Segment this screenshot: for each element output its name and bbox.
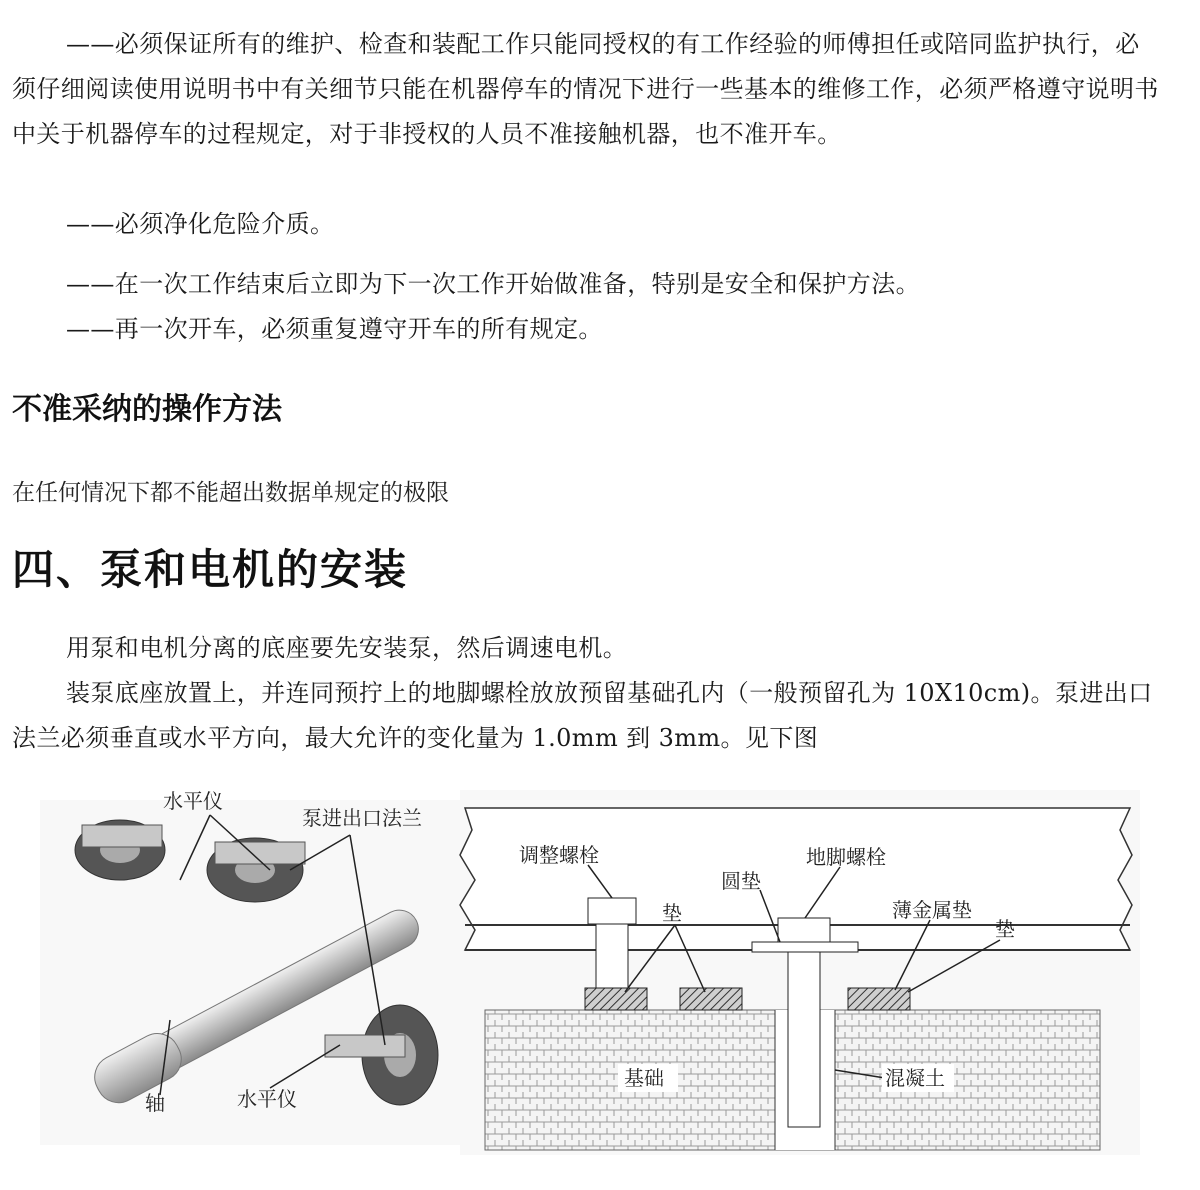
installation-figure-svg: [40, 780, 1140, 1160]
label-level-top: 水平仪: [163, 789, 223, 813]
shim-2: [680, 988, 742, 1010]
install-para-2: 装泵底座放置上，并连同预拧上的地脚螺栓放放预留基础孔内（一般预留孔为 10X10cm)。泵进出口法兰必须垂直或水平方向，最大允许的变化量为 1.0mm 到 3mm。见下图: [12, 679, 1153, 752]
forbidden-heading: 不准采纳的操作方法: [12, 392, 282, 427]
right-diagram: [460, 790, 1140, 1155]
label-level-bottom: 水平仪: [237, 1087, 297, 1111]
label-anchor-bolt: 地脚螺栓: [806, 845, 886, 869]
flange-top-left: [75, 820, 165, 880]
shim-1: [585, 988, 647, 1010]
install-para-1: 用泵和电机分离的底座要先安装泵，然后调速电机。: [66, 634, 628, 662]
installation-figure: [40, 780, 1140, 1160]
safety-item-2: ——必须净化危险介质。: [66, 210, 335, 238]
label-round-washer: 圆垫: [721, 869, 761, 893]
label-concrete: 混凝土: [885, 1066, 945, 1090]
label-shim-right: 垫: [995, 917, 1015, 941]
label-metal-shim: 薄金属垫: [892, 898, 972, 922]
shim-3: [848, 988, 910, 1010]
label-flange: 泵进出口法兰: [302, 806, 422, 830]
safety-item-3: ——在一次工作结束后立即为下一次工作开始做准备，特别是安全和保护方法。: [66, 270, 920, 298]
safety-item-1: ——必须保证所有的维护、检查和装配工作只能同授权的有工作经验的师傅担任或陪同监护执行，必须仔细阅读使用说明书中有关细节只能在机器停车的情况下进行一些基本的维修工作，必须严格遵守说明书中关于机器停车的过程规定，对于非授权的人员不准接触机器，也不准开车。: [12, 30, 1159, 148]
label-foundation: 基础: [624, 1066, 664, 1090]
forbidden-text: 在任何情况下都不能超出数据单规定的极限: [12, 480, 449, 506]
left-diagram: [40, 789, 460, 1145]
label-adjust-bolt: 调整螺栓: [519, 843, 599, 867]
label-shim-left: 垫: [662, 901, 682, 925]
install-heading: 四、泵和电机的安装: [12, 545, 409, 594]
safety-item-4: ——再一次开车，必须重复遵守开车的所有规定。: [66, 315, 603, 343]
label-shaft: 轴: [145, 1091, 165, 1115]
